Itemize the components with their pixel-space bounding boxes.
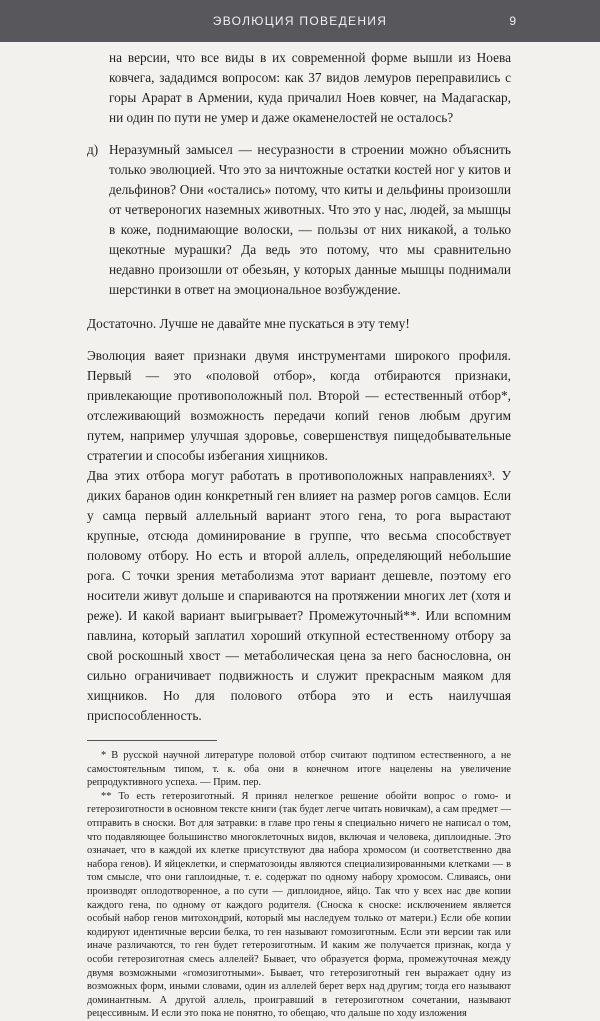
list-item-d (87, 140, 511, 300)
list-item-text: Неразумный замысел — несуразности в строении можно объяснить только эволюцией. Что это за ничтожные остатки костей ног у китов и дельфинов? Они «остались» потому, что киты и дельфины произошли от четвероногих наземных животных. Что это у нас, людей, за мышцы в коже, поднимающие волоски, — пользы от них никакой, а только щекотные мурашки? Да ведь это потому, что мы сравнительно недавно произошли от обезьян, у которых данные мышцы поднимали шерстинки в ответ на эмоциональное возбуждение. (109, 142, 511, 297)
paragraph-enough: Достаточно. Лучше не давайте мне пускаться в эту тему! (87, 316, 410, 331)
page-header (0, 0, 600, 42)
paragraph-selection-tools: Эволюция ваяет признаки двумя инструментами широкого профиля. Первый — это «половой отбор», когда отбираются признаки, привлекающие противоположный пол. Второй — естественный отбор*, отслеживающий возможность передачи копий генов любым другим путем, например улучшая здоровье, совершенствуя пищедобывательные стратегии и способы избегания хищников. (87, 348, 511, 463)
footnote-divider (87, 740, 217, 741)
footnote-1: * В русской научной литературе половой отбор считают подтипом естественного, а не самостоятельным типом, т. к. оба они в конечном итоге нацелены на увеличение репродуктивного успеха. — Прим. пер. (87, 750, 511, 789)
list-item-marker: д) (87, 142, 99, 157)
page-number: 9 (509, 14, 516, 28)
paragraph-opposing-selection: Два этих отбора могут работать в противоположных направлениях³. У диких баранов один конкретный ген влияет на размер рогов самцов. Если у самца первый аллельный вариант этого гена, то рога вырастают крупные, отсюда доминирование в группе, что весьма способствует половому отбору. Но есть и второй аллель, определяющий небольшие рога. С точки зрения метаболизма этот вариант дешевле, поэтому его носители живут дольше и спариваются на протяжении многих лет (хотя и реже). И какой вариант выигрывает? Промежуточный**. Или вспомним павлина, который заплатил хороший откупной естественному отбору за свой роскошный хвост — метаболическая цена за него баснословна, он сильно ограничивает подвижность и служит прекрасным маяком для хищников. Но для полового отбора это и есть наилучшая приспособленность. (87, 468, 511, 723)
page-body (87, 48, 511, 1021)
footnotes (87, 749, 511, 1021)
list-item-c-continuation: на версии, что все виды в их современной форме вышли из Ноева ковчега, зададимся вопросом: как 37 видов лемуров переправились с горы Арарат в Армении, куда причалил Ноев ковчег, на Мадагаскар, ни один по пути не умер и даже окаменелостей не осталось? (109, 50, 511, 125)
footnote-2: ** То есть гетерозиготный. Я принял нелегкое решение обойти вопрос о гомо- и гетерозиготности в основном тексте книги (так будет легче читать новичкам), а сам предмет — отправить в сноски. Вот для затравки: в главе про гены я специально ничего не написал о том, что подавляющее большинство многоклеточных видов, включая и человека, диплоидные. Это означает, что в каждой их клетке присутствуют два набора хромосом (и соответственно два набора генов). И яйцеклетки, и сперматозоиды являются специализированными клетками — в том смысле, что они гаплоидные, т. е. содержат по одному набору хромосом. Сливаясь, они производят оплодотворенное, а по сути — диплоидное, яйцо. Так что у всех нас две копии каждого гена, по одному от каждого родителя. (Сноска к сноске: исключением является особый набор генов митохондрий, который мы наследуем только от матери.) Если обе копии кодируют идентичные версии белка, то ген называют гомозиготным. Если эти версии так или иначе различаются, то ген будет гетерозиготным. И каким же получается признак, когда у особи гетерозиготная смесь аллелей? Бывает, что образуется форма, промежуточная между двумя возможными «гомозиготными». Бывает, что гетерозиготный ген выражает одну из возможных форм, иными словами, один из аллелей берет верх над другим; тогда его называют доминантным. А другой аллель, проигравший в гетерозиготном сочетании, называют рецессивным. И если это пока не понятно, то обещаю, что дальше по ходу изложения (87, 790, 511, 1020)
running-title: ЭВОЛЮЦИЯ ПОВЕДЕНИЯ (212, 14, 388, 28)
